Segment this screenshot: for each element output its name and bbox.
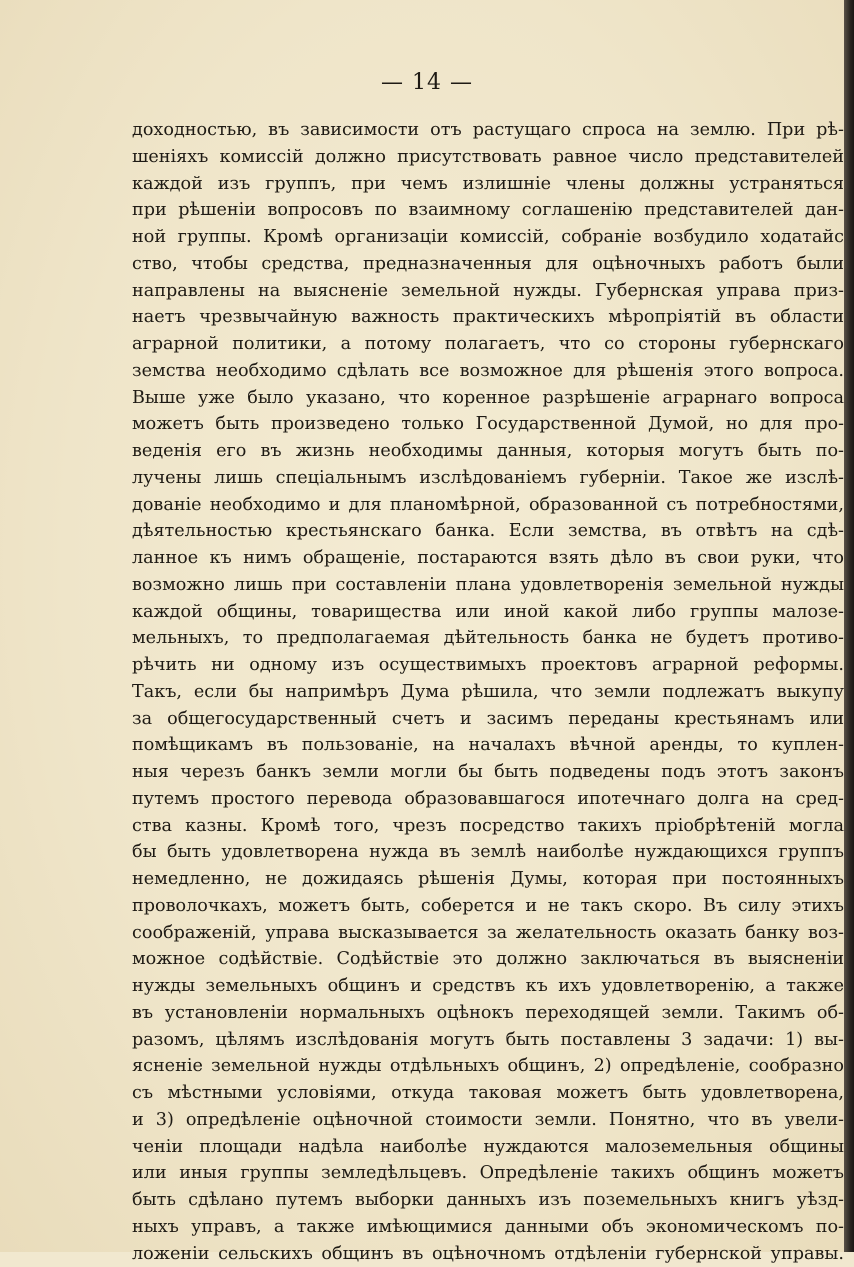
text-line: доходностью, въ зависимости отъ растущаго спроса на землю. При рѣ- [132,117,844,144]
text-line: за общегосударственный счетъ и засимъ переданы крестьянамъ или [132,706,844,733]
text-line: можное содѣйствіе. Содѣйствіе это должно заключаться въ выясненіи [132,946,844,973]
text-line: разомъ, цѣлямъ изслѣдованія могутъ быть поставлены 3 задачи: 1) вы- [132,1027,844,1054]
text-line: веденія его въ жизнь необходимы данныя, которыя могутъ быть по- [132,438,844,465]
text-line: ченіи площади надѣла наиболѣе нуждаются малоземельныя общины [132,1134,844,1161]
text-line: помѣщикамъ въ пользованіе, на началахъ вѣчной аренды, то куплен- [132,732,844,759]
text-line: Такъ, если бы напримѣръ Дума рѣшила, что земли подлежатъ выкупу [132,679,844,706]
text-line: ной группы. Кромѣ организаціи комиссій, собраніе возбудило ходатайс [132,224,844,251]
text-line: дованіе необходимо и для планомѣрной, образованной съ потребностями, [132,492,844,519]
text-line: наетъ чрезвычайную важность практическихъ мѣропріятій въ области [132,304,844,331]
text-line: аграрной политики, а потому полагаетъ, что со стороны губернскаго [132,331,844,358]
text-line: лучены лишь спеціальнымъ изслѣдованіемъ губерніи. Такое же изслѣ- [132,465,844,492]
text-line: рѣчить ни одному изъ осуществимыхъ проектовъ аграрной реформы. [132,652,844,679]
text-line: ныхъ управъ, а также имѣющимися данными объ экономическомъ по- [132,1214,844,1241]
text-line: и 3) опредѣленіе оцѣночной стоимости земли. Понятно, что въ увели- [132,1107,844,1134]
text-line: каждой изъ группъ, при чемъ излишніе члены должны устраняться [132,171,844,198]
text-line: ложеніи сельскихъ общинъ въ оцѣночномъ отдѣленіи губернской управы. [132,1241,844,1267]
text-line: ясненіе земельной нужды отдѣльныхъ общинъ, 2) опредѣленіе, сообразно [132,1053,844,1080]
text-line: въ установленіи нормальныхъ оцѣнокъ переходящей земли. Такимъ об- [132,1000,844,1027]
text-line: бы быть удовлетворена нужда въ землѣ наиболѣе нуждающихся группъ [132,839,844,866]
text-line: земства необходимо сдѣлать все возможное для рѣшенія этого вопроса. [132,358,844,385]
text-line: соображеній, управа высказывается за желательность оказать банку воз- [132,920,844,947]
text-line: или иныя группы земледѣльцевъ. Опредѣленіе такихъ общинъ можетъ [132,1160,844,1187]
text-line: каждой общины, товарищества или иной какой либо группы малозе- [132,599,844,626]
text-line: немедленно, не дожидаясь рѣшенія Думы, которая при постоянныхъ [132,866,844,893]
text-line: путемъ простого перевода образовавшагося ипотечнаго долга на сред- [132,786,844,813]
text-line: дѣятельностью крестьянскаго банка. Если земства, въ отвѣтъ на сдѣ- [132,518,844,545]
text-line: ныя черезъ банкъ земли могли бы быть подведены подъ этотъ законъ [132,759,844,786]
text-line: направлены на выясненіе земельной нужды. Губернская управа приз- [132,278,844,305]
text-line: Выше уже было указано, что коренное разрѣшеніе аграрнаго вопроса [132,385,844,412]
text-line: нужды земельныхъ общинъ и средствъ къ ихъ удовлетворенію, а также [132,973,844,1000]
text-line: ланное къ нимъ обращеніе, постараются взять дѣло въ свои руки, что [132,545,844,572]
text-line: при рѣшеніи вопросовъ по взаимному соглашенію представителей дан- [132,197,844,224]
text-line: быть сдѣлано путемъ выборки данныхъ изъ поземельныхъ книгъ уѣзд- [132,1187,844,1214]
page-number: — 14 — [0,70,854,95]
text-line: ства казны. Кромѣ того, чрезъ посредство такихъ пріобрѣтеній могла [132,813,844,840]
text-line: шеніяхъ комиссій должно присутствовать равное число представителей [132,144,844,171]
text-line: проволочкахъ, можетъ быть, соберется и не такъ скоро. Въ силу этихъ [132,893,844,920]
body-text [132,117,844,1267]
text-line: ство, чтобы средства, предназначенныя для оцѣночныхъ работъ были [132,251,844,278]
text-line: можетъ быть произведено только Государственной Думой, но для про- [132,411,844,438]
page-edge-shadow [844,0,854,1252]
text-line: мельныхъ, то предполагаемая дѣйтельность банка не будетъ противо- [132,625,844,652]
text-line: возможно лишь при составленіи плана удовлетворенія земельной нужды [132,572,844,599]
text-line: съ мѣстными условіями, откуда таковая можетъ быть удовлетворена, [132,1080,844,1107]
